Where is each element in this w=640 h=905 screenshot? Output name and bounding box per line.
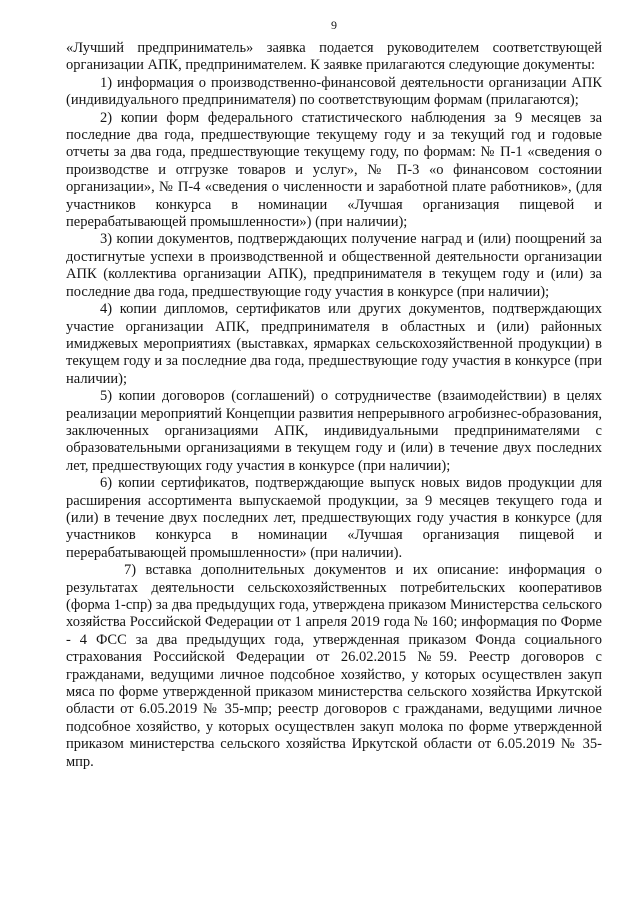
paragraph-item-2: 2) копии форм федерального статистического наблюдения за 9 месяцев за последние два года, предшествующие текущему году и за текущий год и годовые отчеты за два года, предшествующие текущему году, по формам: № П-1 «сведения о производстве и отгрузке товаров и услуг», № П-3 «о финансовом состоянии организации», № П-4 «сведения о численности и заработной плате работников», (для участников конкурса в номинации «Лучшая организация пищевой и перерабатывающей промышленности») (при наличии); bbox=[66, 109, 602, 231]
document-page bbox=[66, 18, 602, 771]
paragraph-intro: «Лучший предприниматель» заявка подается руководителем соответствующей организации АПК, предпринимателем. К заявке прилагаются следующие документы: bbox=[66, 40, 602, 74]
paragraph-item-3: 3) копии документов, подтверждающих получение наград и (или) поощрений за достигнутые успехи в производственной и общественной деятельности организации АПК (коллектива организации АПК), предпринимателя в текущем году и (или) за последние два года, предшествующие году участия в конкурсе (при наличии); bbox=[66, 231, 602, 300]
paragraph-item-4: 4) копии дипломов, сертификатов или других документов, подтверждающих участие организации АПК, предпринимателя в областных и (или) районных имиджевых мероприятиях (выставках, ярмарках сельскохозяйственной продукции) в текущем году и за последние два года, предшествующие году участия в конкурсе (при наличии); bbox=[66, 301, 602, 387]
paragraph-item-1: 1) информация о производственно-финансовой деятельности организации АПК (индивидуального предпринимателя) по соответствующим формам (прилагаются); bbox=[66, 74, 602, 109]
page-number: 9 bbox=[331, 18, 337, 32]
paragraph-item-5: 5) копии договоров (соглашений) о сотрудничестве (взаимодействии) в целях реализации мероприятий Концепции развития непрерывного агробизнес-образования, заключенных организациями АПК, индивидуальными предпринимателями с образовательными организациями в текущем году и (или) в течение двух последних лет, предшествующих году участия в конкурсе (при наличии); bbox=[66, 388, 602, 474]
paragraph-item-7: 7) вставка дополнительных документов и их описание: информация о результатах деятельности сельскохозяйственных потребительских кооперативов (форма 1-спр) за два предыдущих года, утверждена приказом Министерства сельского хозяйства Российской Федерации от 1 апреля 2019 года № 160; информация по Форме - 4 ФСС за два предыдущих года, утвержденная приказом Фонда социального страхования Российской Федерации от 26.02.2015 №59. Реестр договоров с гражданами, ведущими личное подсобное хозяйство, у которых осуществлен закуп мяса по форме утвержденной приказом министерства сельского хозяйства Иркутской области от 6.05.2019 № 35-мпр; реестр договоров с гражданами, ведущими личное подсобное хозяйство, у которых осуществлен закуп молока по форме утвержденной приказом министерства сельского хозяйства Иркутской области от 6.05.2019 № 35-мпр. bbox=[66, 562, 602, 770]
paragraph-item-6: 6) копии сертификатов, подтверждающие выпуск новых видов продукции для расширения ассортимента выпускаемой продукции, за 9 месяцев текущего года и (или) в течение двух последних лет, предшествующих году участия в конкурсе (для участников конкурса в номинации «Лучшая организация пищевой и перерабатывающей промышленности» (при наличии). bbox=[66, 475, 602, 561]
